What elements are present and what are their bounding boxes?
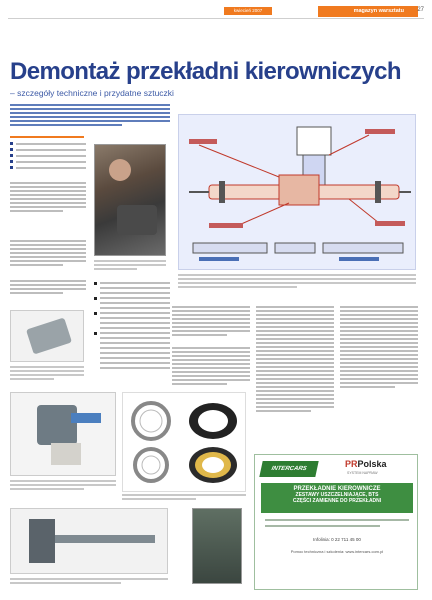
bullet-list — [10, 142, 86, 172]
photo-caption — [10, 578, 168, 586]
steering-gear-photo — [192, 508, 242, 584]
list-item — [10, 160, 86, 163]
intercars-logo: INTERCARS — [259, 461, 318, 477]
advertisement[interactable] — [254, 454, 418, 590]
lead-paragraph — [10, 104, 170, 128]
article-subtitle: – szczegóły techniczne i przydatne sztuczki — [10, 88, 174, 98]
header-section-label: magazyn warsztatu — [353, 8, 404, 14]
ad-contact: Pomoc techniczna i szkolenia: www.intercars.com.pl — [290, 549, 384, 554]
puller-tool-photo — [10, 392, 116, 476]
ad-body-text — [265, 519, 409, 531]
bracket-photo — [10, 310, 84, 362]
sidebar-divider — [10, 136, 84, 138]
body-text-block — [10, 240, 86, 268]
press-tool-photo — [10, 508, 168, 574]
steering-gear-diagram — [178, 114, 416, 270]
seals-photo — [122, 392, 246, 492]
ad-phone: Infolinia: 0 22 711 45 00 — [313, 537, 361, 542]
photo-caption — [10, 480, 116, 492]
list-item — [10, 148, 86, 151]
list-item — [10, 166, 86, 169]
list-item — [10, 142, 86, 145]
body-text-column — [256, 306, 334, 414]
body-text-block — [10, 280, 86, 296]
diagram-caption — [178, 274, 416, 290]
section-subheading — [172, 339, 250, 345]
body-text-column — [340, 306, 418, 390]
header-date-badge: kwiecień 2007 — [224, 7, 272, 15]
body-bullets — [94, 282, 170, 372]
page-number: 27 — [417, 7, 424, 13]
photo-caption — [122, 494, 246, 502]
mechanic-photo — [94, 144, 166, 256]
body-text-block — [10, 182, 86, 214]
article-title: Demontaż przekładni kierowniczych — [10, 58, 401, 85]
list-item — [10, 154, 86, 157]
photo-caption — [10, 366, 84, 382]
ad-banner: PRZEKŁADNIE KIEROWNICZE ZESTAWY USZCZELNIAJĄCE, BTS CZĘŚCI ZAMIENNE DO PRZEKŁADNI — [261, 483, 413, 513]
header-divider — [8, 18, 424, 19]
photo-caption — [94, 260, 166, 272]
partner-logo-subtitle: SYSTEM NAPRAW — [347, 471, 378, 475]
partner-logo: PRPolska — [345, 459, 387, 469]
body-text-column — [172, 306, 250, 387]
